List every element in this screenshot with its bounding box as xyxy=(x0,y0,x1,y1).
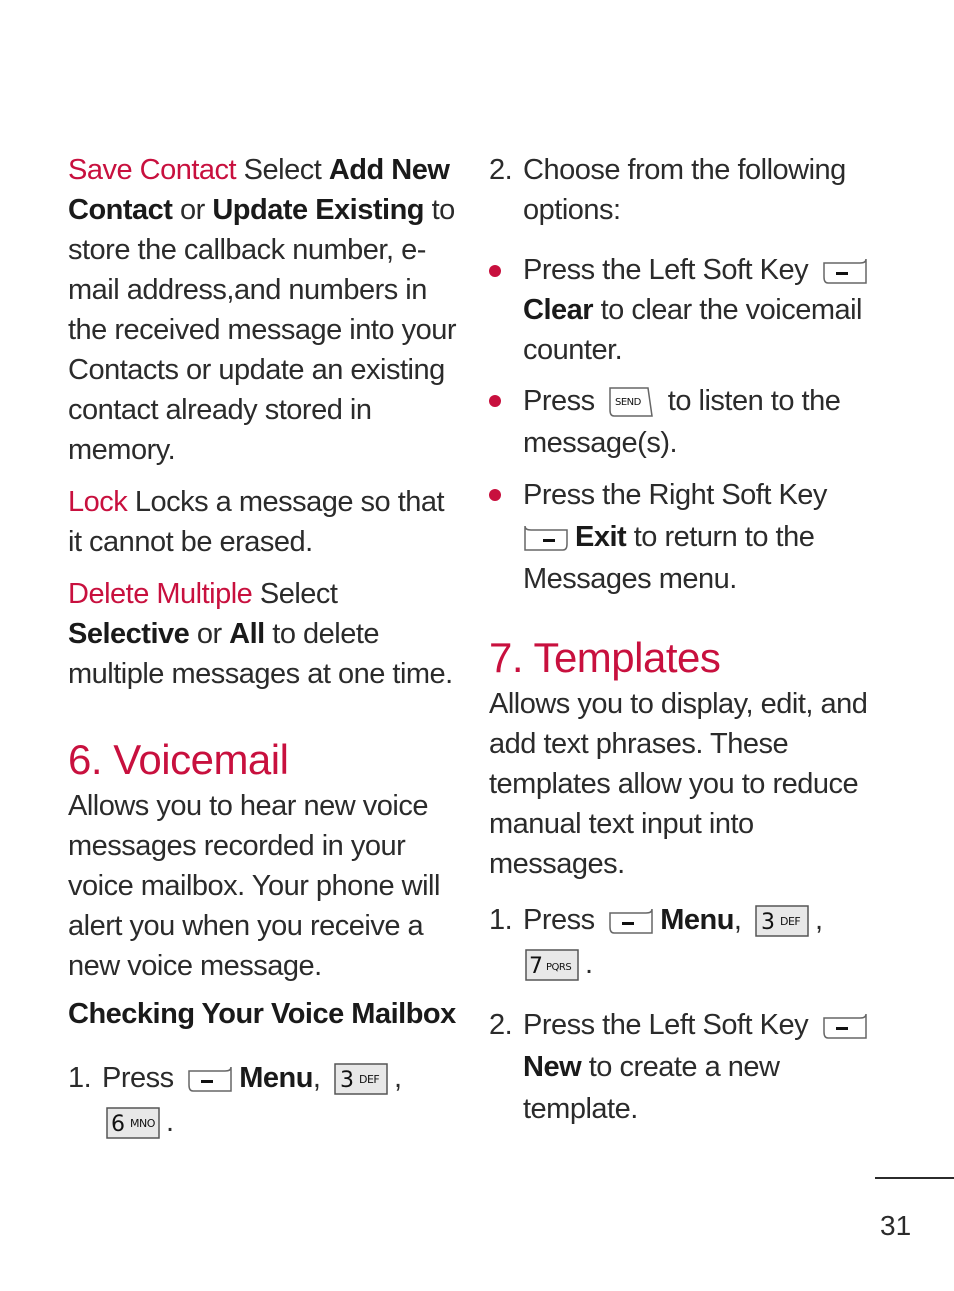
new-label: New xyxy=(523,1051,582,1083)
delete-multiple-text-3: to delete multiple messages at one time. xyxy=(68,618,453,690)
period: . xyxy=(585,948,593,980)
comma: , xyxy=(815,904,823,936)
left-soft-key-icon xyxy=(187,1065,233,1093)
menu-label: Menu xyxy=(239,1062,313,1094)
bullet-text: Press xyxy=(523,385,595,417)
left-soft-key-icon xyxy=(608,907,654,935)
bullet-text: Press the Left Soft Key xyxy=(523,254,809,286)
bullet-text: to return to the Messages menu. xyxy=(523,521,815,595)
delete-multiple-paragraph xyxy=(68,574,458,694)
send-key-label: SEND xyxy=(615,397,642,409)
right-column xyxy=(489,150,889,1130)
save-contact-text-2: or xyxy=(172,194,213,226)
six-key-letters: MNO xyxy=(130,1117,155,1131)
save-contact-text-3: to store the callback number, e-mail address,and numbers in the received message into your Contacts or update an existing contact already stored in memory. xyxy=(68,194,456,466)
delete-multiple-term: Delete Multiple xyxy=(68,578,253,610)
period: . xyxy=(166,1106,174,1138)
three-key-digit: 3 xyxy=(761,910,775,936)
step-number: 1. xyxy=(489,904,513,936)
voicemail-body: Allows you to hear new voice messages recorded in your voice mailbox. Your phone will alert you when you receive a new voice message. xyxy=(68,790,440,982)
selective-label: Selective xyxy=(68,618,190,650)
bullet-send xyxy=(489,380,889,464)
step-number: 2. xyxy=(489,1009,513,1041)
delete-multiple-text-1: Select xyxy=(252,578,338,610)
comma: , xyxy=(312,1062,321,1094)
voicemail-step-1 xyxy=(68,1056,458,1144)
three-key-letters: DEF xyxy=(359,1073,380,1087)
three-def-key-icon xyxy=(334,1063,388,1095)
step-2-text: Choose from the following options: xyxy=(523,154,846,226)
save-contact-term: Save Contact xyxy=(68,154,237,186)
delete-multiple-text-2: or xyxy=(189,618,230,650)
three-key-letters: DEF xyxy=(780,915,801,929)
voicemail-step-2 xyxy=(489,150,889,230)
step-2-text: Press the Left Soft Key xyxy=(523,1009,809,1041)
save-contact-paragraph xyxy=(68,150,458,470)
press-text: Press xyxy=(523,904,595,936)
bullet-exit xyxy=(489,474,889,600)
bullet-text: to clear the voicemail counter. xyxy=(523,294,863,366)
right-soft-key-icon xyxy=(523,524,569,552)
three-def-key-icon xyxy=(755,905,809,937)
bullet-text: Press the Right Soft Key xyxy=(523,479,827,511)
add-new-contact-label: Add New Contact xyxy=(68,154,450,226)
step-2-text: to create a new template. xyxy=(523,1051,780,1125)
page-number: 31 xyxy=(880,1210,912,1241)
save-contact-text-1: Select xyxy=(236,154,329,186)
lock-text: Locks a message so that it cannot be erased. xyxy=(68,486,445,558)
lock-term: Lock xyxy=(68,486,128,518)
six-mno-key-icon xyxy=(106,1107,160,1139)
comma: , xyxy=(394,1062,402,1094)
seven-key-digit: 7 xyxy=(529,954,543,980)
bullet-clear xyxy=(489,250,889,370)
step-number: 2. xyxy=(489,154,513,186)
lock-paragraph xyxy=(68,482,458,562)
send-key-icon xyxy=(608,386,654,418)
six-key-digit: 6 xyxy=(111,1112,125,1138)
templates-body: Allows you to display, edit, and add text phrases. These templates allow you to reduce manual text input into messages. xyxy=(489,688,868,880)
comma: , xyxy=(733,904,742,936)
press-text: Press xyxy=(102,1062,174,1094)
left-soft-key-icon xyxy=(822,1012,868,1040)
templates-step-2 xyxy=(489,1004,889,1130)
left-soft-key-icon xyxy=(822,257,868,285)
exit-label: Exit xyxy=(575,521,627,553)
seven-pqrs-key-icon xyxy=(525,949,579,981)
menu-label: Menu xyxy=(660,904,734,936)
voicemail-subheading: Checking Your Voice Mailbox xyxy=(68,998,456,1030)
three-key-digit: 3 xyxy=(340,1068,354,1094)
templates-heading: 7. Templates xyxy=(489,634,721,681)
update-existing-label: Update Existing xyxy=(212,194,425,226)
seven-key-letters: PQRS xyxy=(546,962,572,974)
footer-divider xyxy=(875,1177,954,1179)
templates-step-1 xyxy=(489,898,889,986)
left-column xyxy=(68,150,458,1144)
clear-label: Clear xyxy=(523,294,594,326)
step-number: 1. xyxy=(68,1062,92,1094)
bullet-text: to listen to the message(s). xyxy=(523,385,841,459)
voicemail-heading: 6. Voicemail xyxy=(68,736,289,783)
all-label: All xyxy=(229,618,265,650)
